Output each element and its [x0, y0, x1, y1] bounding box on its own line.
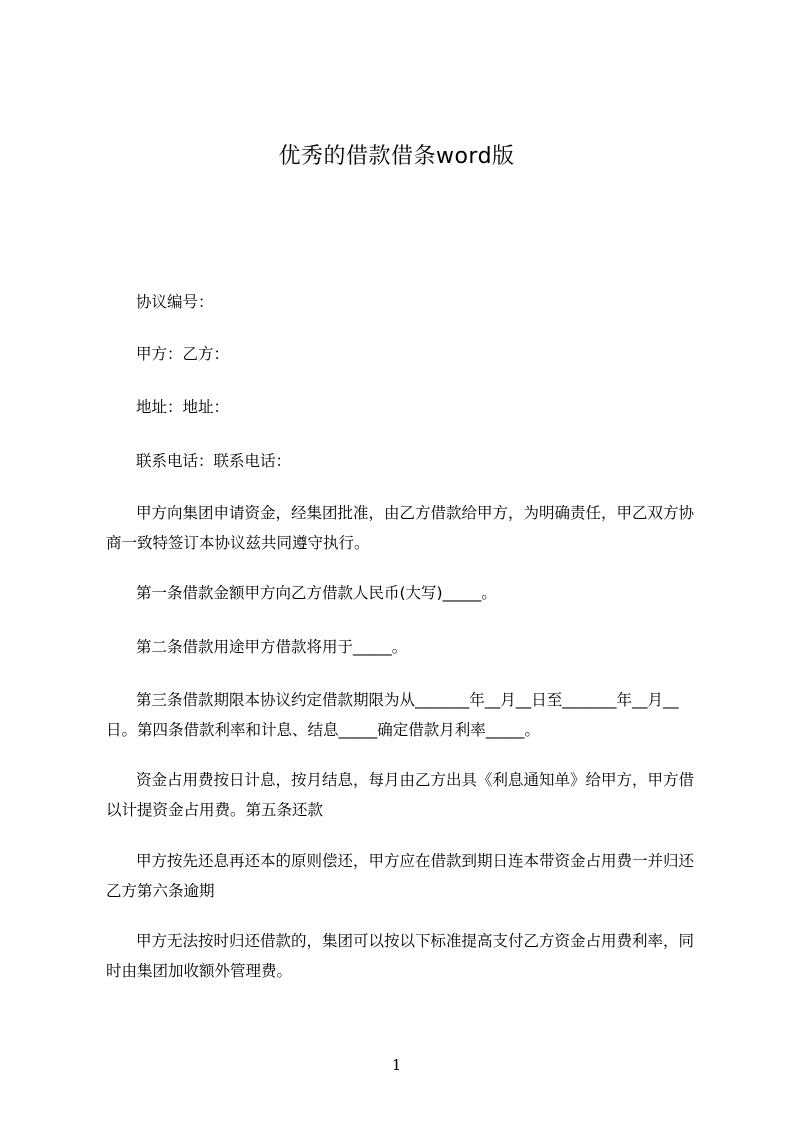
parties-line: 甲方：乙方：	[136, 345, 230, 363]
repayment-paragraph: 甲方按先还息再还本的原则偿还，甲方应在借款到期日连本带资金占用费一并归还乙方第六条逾期	[106, 852, 695, 900]
phone-line: 联系电话：联系电话：	[136, 452, 292, 470]
article-3-4-paragraph: 第三条借款期限本协议约定借款期限为从_______年__月__日至_______年__月__日。第四条借款利率和计息、结息_____确定借款月利率_____。	[106, 691, 679, 739]
overdue-paragraph: 甲方无法按时归还借款的，集团可以按以下标准提高支付乙方资金占用费利率，同时由集团加收额外管理费。	[106, 932, 695, 980]
intro-paragraph: 甲方向集团申请资金，经集团批准，由乙方借款给甲方，为明确责任，甲乙双方协商一致特签订本协议兹共同遵守执行。	[106, 504, 695, 552]
document-title: 优秀的借款借条word版	[278, 144, 515, 169]
page-number: 1	[391, 1056, 402, 1074]
article-1-paragraph: 第一条借款金额甲方向乙方借款人民币(大写)_____。	[136, 584, 497, 602]
address-line: 地址：地址：	[136, 398, 230, 416]
article-2-paragraph: 第二条借款用途甲方借款将用于_____。	[136, 638, 408, 656]
agreement-number-line: 协议编号：	[136, 293, 214, 311]
fee-paragraph: 资金占用费按日计息，按月结息，每月由乙方出具《利息通知单》给甲方，甲方借以计提资金占用费。第五条还款	[106, 771, 695, 819]
